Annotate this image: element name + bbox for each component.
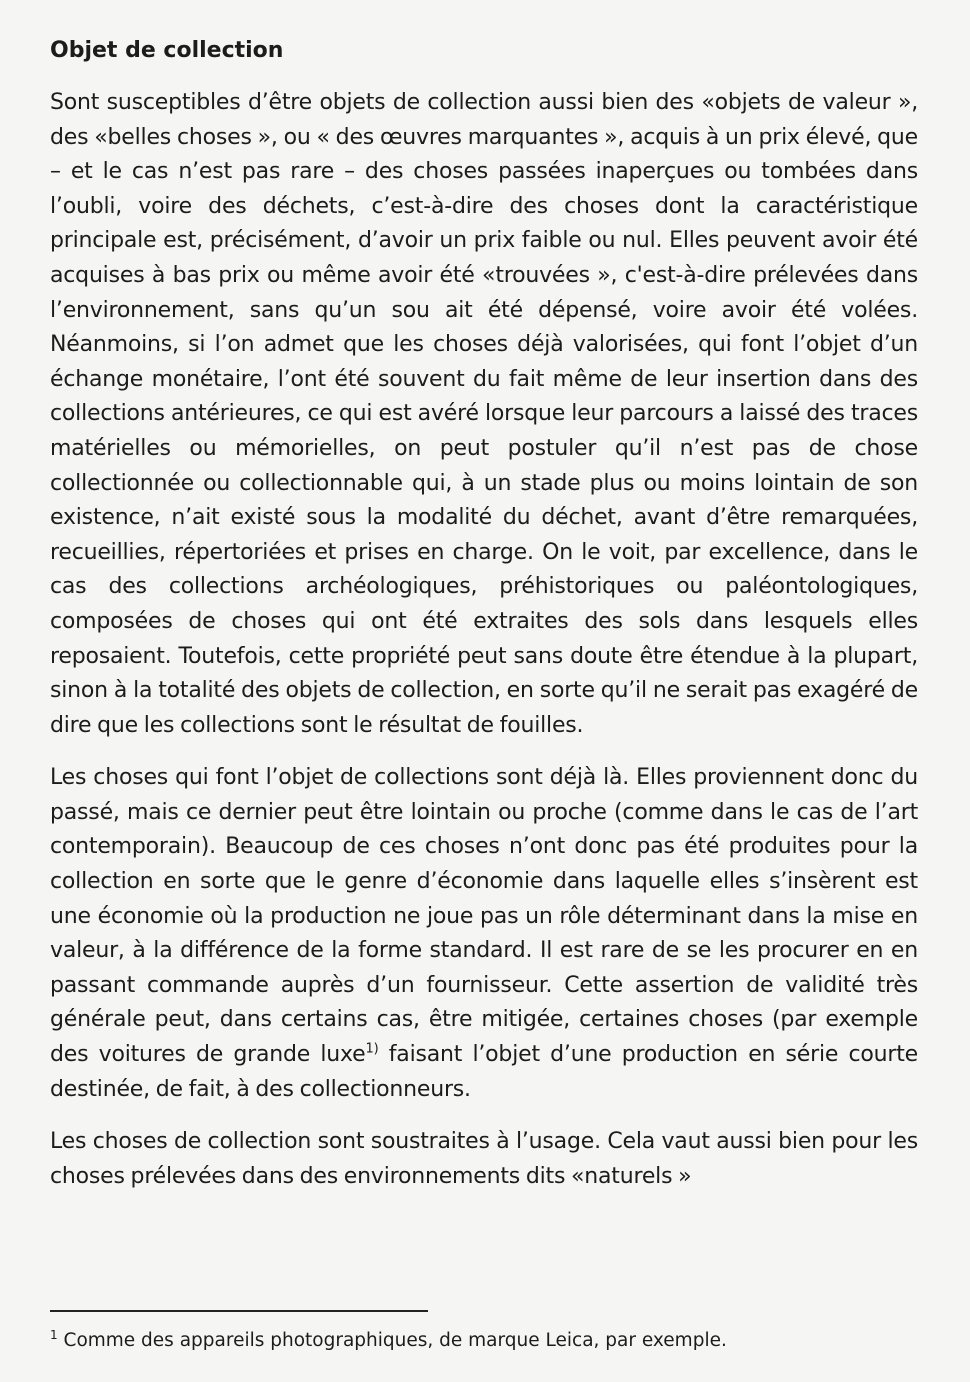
footnote: [50, 1326, 918, 1356]
document-body: [50, 34, 918, 1212]
footnote-separator: [50, 1310, 428, 1312]
document-title: Objet de collection: [50, 38, 284, 63]
paragraph-1: Sont susceptibles d’être objets de collection aussi bien des «objets de valeur », des «belles choses », ou « des œuvres marquantes », acquis à un prix élevé, que – et le cas n’est pas rare – des choses passées inaperçues ou tombées dans l’oubli, voire des déchets, c’est-à-dire des choses dont la caractéristique principale est, précisément, d’avoir un prix faible ou nul. Elles peuvent avoir été acquises à bas prix ou même avoir été «trouvées », c'est-à-dire prélevées dans l’environnement, sans qu’un sou ait été dépensé, voire avoir été volées. Néanmoins, si l’on admet que les choses déjà valorisées, qui font l’objet d’un échange monétaire, l’ont été souvent du fait même de leur insertion dans des collections antérieures, ce qui est avéré lorsque leur parcours a laissé des traces matérielles ou mémorielles, on peut postuler qu’il n’est pas de chose collectionnée ou collectionnable qui, à un stade plus ou moins lointain de son existence, n’ait existé sous la modalité du déchet, avant d’être remarquées, recueillies, répertoriées et prises en charge. On le voit, par excellence, dans le cas des collections archéologiques, préhistoriques ou paléontologiques, composées de choses qui ont été extraites des sols dans lesquels elles reposaient. Toutefois, cette propriété peut sans doute être étendue à la plupart, sinon à la totalité des objets de collection, en sorte qu’il ne serait pas exagéré de dire que les collections sont le résultat de fouilles.: [50, 90, 918, 738]
paragraph-2-text-before: Les choses qui font l’objet de collections sont déjà là. Elles proviennent donc du passé, mais ce dernier peut être lointain ou proche (comme dans le cas de l’art contemporain). Beaucoup de ces choses n’ont donc pas été produites pour la collection en sorte que le genre d’économie dans laquelle elles s’insèrent est une économie où la production ne joue pas un rôle déterminant dans la mise en valeur, à la différence de la forme standard. Il est rare de se les procurer en en passant commande auprès d’un fournisseur. Cette assertion de validité très générale peut, dans certains cas, être mitigée, certaines choses (par exemple des voitures de grande luxe: [50, 765, 918, 1068]
footnote-reference: 1): [365, 1041, 379, 1057]
paragraph-2: [50, 761, 918, 1107]
paragraph-3: Les choses de collection sont soustraites à l’usage. Cela vaut aussi bien pour les choses prélevées dans des environnements dits «naturels »: [50, 1129, 918, 1189]
paragraph-2-text-after: faisant l’objet d’une production en série courte destinée, de fait, à des collectionneurs.: [50, 1042, 918, 1102]
footnote-text: Comme des appareils photographiques, de marque Leica, par exemple.: [57, 1330, 727, 1351]
footnote-number: 1: [50, 1327, 58, 1342]
